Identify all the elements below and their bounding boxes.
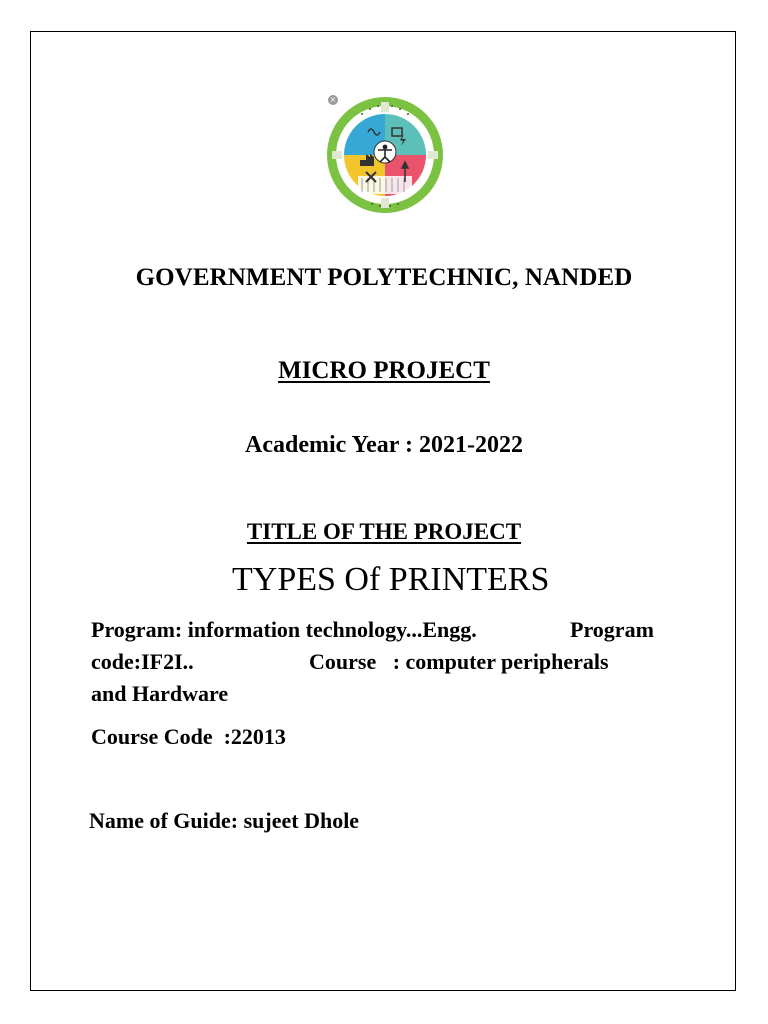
institute-logo [322,92,448,218]
program-code-line: code:IF2I.. [91,649,194,674]
title-heading: TITLE OF THE PROJECT [246,519,522,544]
course-line: Course : computer peripherals [309,649,609,674]
course-code: Course Code :22013 [91,724,286,749]
guide-name: Name of Guide: sujeet Dhole [89,808,360,833]
course-continuation: and Hardware [91,681,229,706]
academic-year: Academic Year : 2021-2022 [245,432,523,458]
close-icon[interactable]: × [329,95,337,104]
program-line: Program: information technology...Engg. [91,617,477,642]
program-code-label: Program [570,617,654,642]
institute-name: GOVERNMENT POLYTECHNIC, NANDED [135,264,633,291]
institute-emblem-icon [322,92,448,218]
project-title: TYPES Of PRINTERS [232,561,550,598]
document-type: MICRO PROJECT [278,357,490,384]
